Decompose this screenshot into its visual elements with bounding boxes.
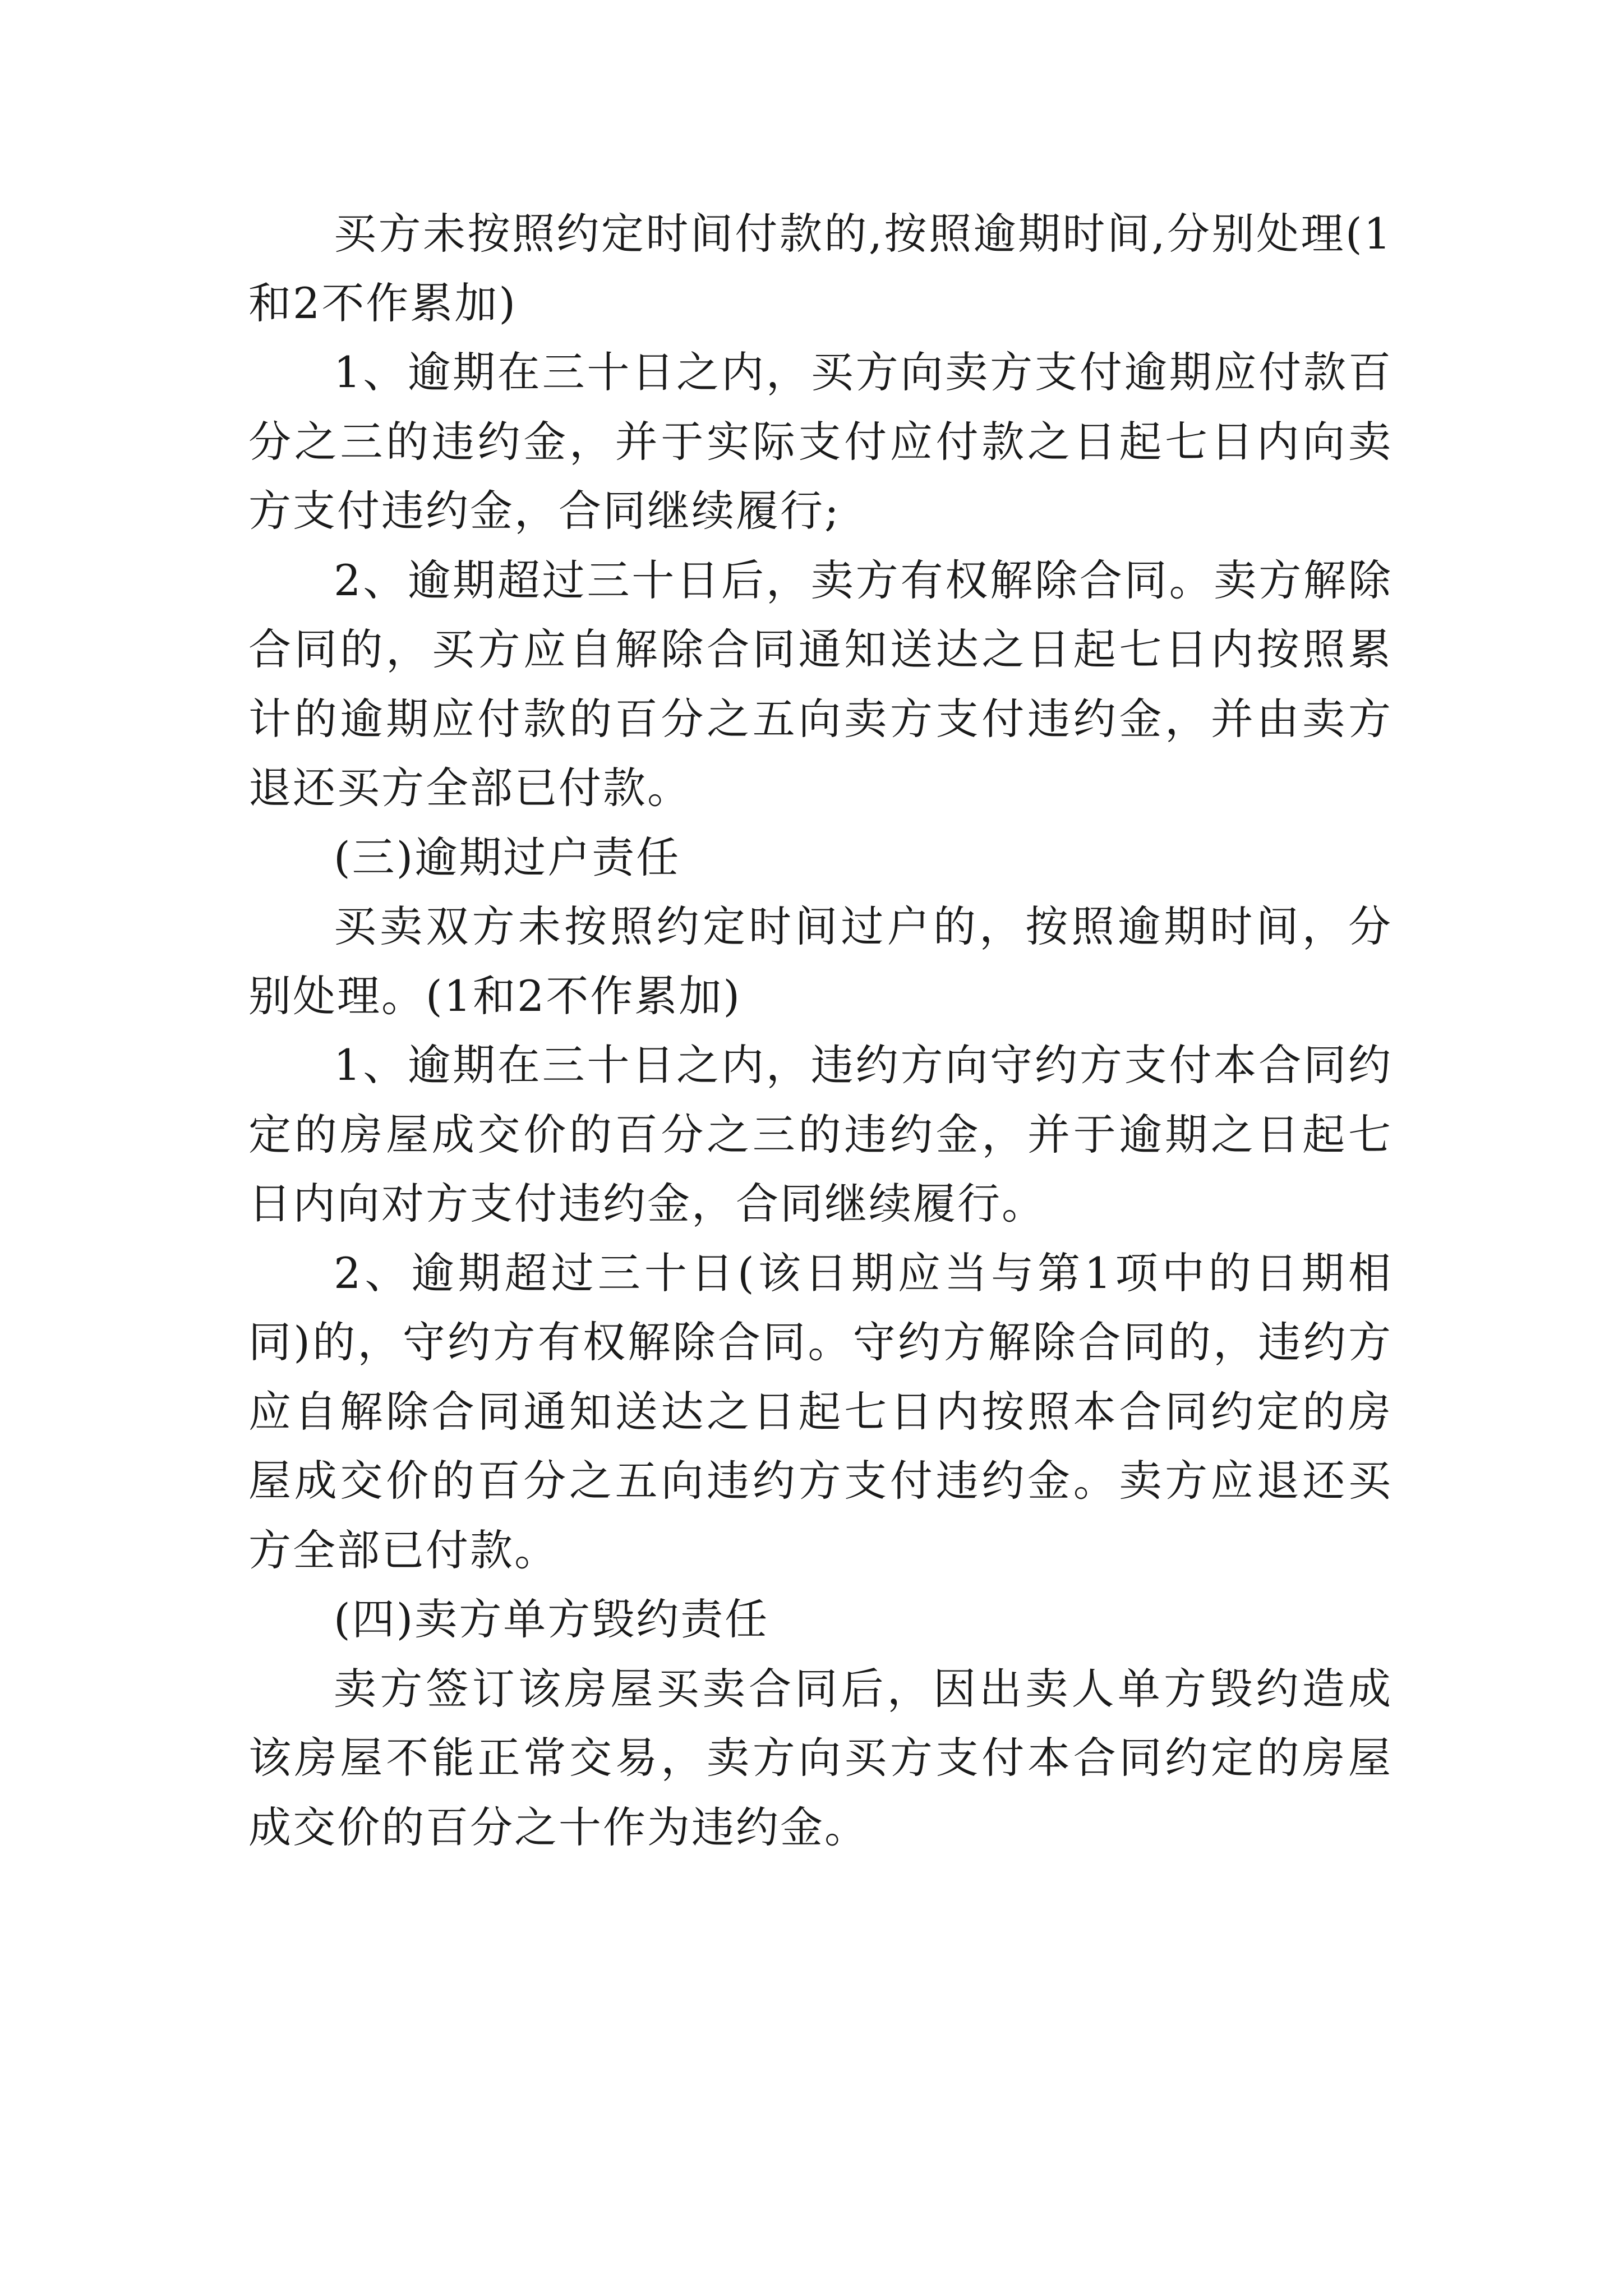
paragraph-transfer-delay: 买卖双方未按照约定时间过户的，按照逾期时间，分别处理。(1和2不作累加) — [248, 901, 1393, 1021]
document-body — [248, 199, 1393, 1862]
paragraph-transfer-delay-item-2: 2、逾期超过三十日(该日期应当与第1项中的日期相同)的，守约方有权解除合同。守约方解除合同的，违约方应自解除合同通知送达之日起七日内按照本合同约定的房屋成交价的百分之五向违约方支付违约金。卖方应退还买方全部已付款。 — [248, 1248, 1393, 1575]
heading-seller-breach: (四)卖方单方毁约责任 — [334, 1594, 769, 1644]
paragraph-payment-delay: 买方未按照约定时间付款的,按照逾期时间,分别处理(1和2不作累加) — [248, 209, 1393, 328]
paragraph-payment-delay-item-1: 1、逾期在三十日之内，买方向卖方支付逾期应付款百分之三的违约金，并于实际支付应付款之日起七日内向卖方支付违约金，合同继续履行; — [248, 347, 1393, 536]
paragraph-seller-breach: 卖方签订该房屋买卖合同后，因出卖人单方毁约造成该房屋不能正常交易，卖方向买方支付本合同约定的房屋成交价的百分之十作为违约金。 — [248, 1663, 1393, 1852]
paragraph-payment-delay-item-2: 2、逾期超过三十日后，卖方有权解除合同。卖方解除合同的，买方应自解除合同通知送达之日起七日内按照累计的逾期应付款的百分之五向卖方支付违约金，并由卖方退还买方全部已付款。 — [248, 555, 1393, 813]
heading-transfer-delay: (三)逾期过户责任 — [334, 832, 681, 882]
paragraph-transfer-delay-item-1: 1、逾期在三十日之内，违约方向守约方支付本合同约定的房屋成交价的百分之三的违约金，并于逾期之日起七日内向对方支付违约金，合同继续履行。 — [248, 1040, 1393, 1228]
